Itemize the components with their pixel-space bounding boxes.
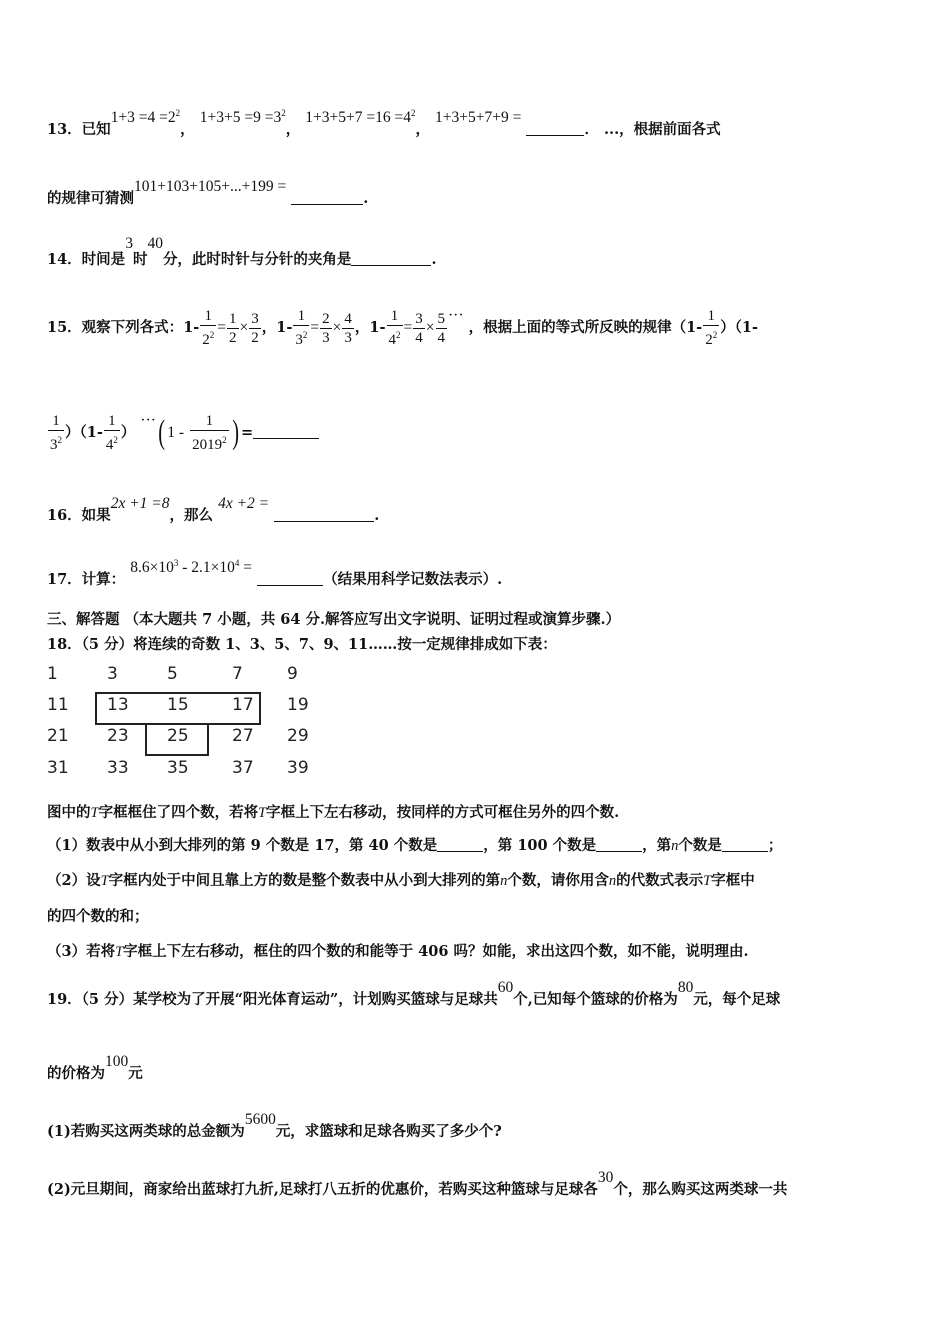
q15-frac-1: $\frac{1}{2^2}$ [202, 308, 215, 348]
table-cell: 39 [287, 758, 309, 778]
q14-line: 14．时间是3时40分，此时时针与分针的夹角是 . [47, 235, 437, 268]
q13-answer-blank-2[interactable] [291, 190, 363, 205]
table-cell: 1 [47, 664, 58, 684]
q15-frac-2: $\frac{1}{3^2}$ [295, 308, 308, 348]
q19-total-amount: 5600 [244, 1111, 276, 1128]
q13-eq1: $1+3 =4 =2^2$ [110, 108, 181, 127]
q16-equation: 2x +1 =8 [110, 495, 170, 512]
q18-label: 18．（5 分）将连续的奇数 1、3、5、7、9、11……按一定规律排成如下表： [47, 636, 557, 653]
q13-line1: 13．已知$1+3 =4 =2^2$， $1+3+5 =9 =3^2$， $1+3+5+7 =16 =4^2$， 1+3+5+7+9 = ． ...，根据前面各式 [47, 108, 721, 139]
q15-frac-3: $\frac{1}{4^2}$ [388, 308, 401, 348]
q18-blank-100th[interactable] [596, 837, 642, 852]
q15-frac-rule: $\frac{1}{2^2}$ [705, 308, 718, 348]
table-cell: 25 [167, 726, 189, 746]
q15-frac-l3: $\frac{1}{4^2}$ [105, 413, 118, 453]
table-cell: 17 [232, 695, 254, 715]
q17-expression: $8.6\times 10^3 - 2.1\times 10^4$ = [130, 558, 253, 577]
table-cell: 13 [107, 695, 129, 715]
q19-line2: 的价格为100元 [47, 1053, 143, 1082]
q17-label: 17．计算： [47, 571, 126, 589]
table-cell: 5 [167, 664, 178, 684]
table-cell: 37 [232, 758, 254, 778]
q14-label: 14．时间是 [47, 251, 126, 268]
q18-blank-nth[interactable] [722, 837, 768, 852]
q15-label: 15．观察下列各式： [47, 319, 184, 336]
table-cell: 33 [107, 758, 129, 778]
table-cell: 31 [47, 758, 69, 778]
q16-answer-blank[interactable] [274, 507, 374, 522]
q15-answer-blank[interactable] [253, 424, 319, 439]
q15-text: ，根据上面的等式所反映的规律（1- [468, 319, 703, 336]
table-cell: 27 [232, 726, 254, 746]
q14-answer-blank[interactable] [351, 251, 431, 266]
q13-answer-blank-1[interactable] [526, 121, 584, 136]
q19-each-count: 30 [597, 1169, 614, 1186]
table-cell: 15 [167, 695, 189, 715]
q19-line1: 19．（5 分）某学校为了开展“阳光体育运动”，计划购买篮球与足球共60个,已知每个篮球的价格为80元，每个足球 [47, 979, 781, 1008]
table-cell: 9 [287, 664, 298, 684]
q19-total-count: 60 [497, 979, 514, 996]
q19-part2: (2)元旦期间，商家给出蓝球打九折,足球打八五折的优惠价，若购买这种篮球与足球各30个，那么购买这两类球一共 [47, 1169, 788, 1198]
q18-description: 图中的T字框框住了四个数，若将T字框上下左右移动，按同样的方式可框住另外的四个数. [47, 804, 620, 821]
table-cell: 3 [107, 664, 118, 684]
q13-eq2: $1+3+5 =9 =3^2$ [199, 108, 286, 127]
q18-part2: （2）设T字框内处于中间且靠上方的数是整个数表中从小到大排列的第n个数，请你用含n的代数式表示T字框中 [47, 872, 755, 889]
q17-line [47, 558, 910, 590]
q15-line2: $\frac{1}{3^2}$ ）（1- $\frac{1}{4^2}$ ） ···( 1 - $\frac{1}{2019^2}$ ) = [47, 408, 910, 458]
q18-part2-cont: 的四个数的和； [47, 908, 149, 925]
q15-frac-l2: $\frac{1}{3^2}$ [50, 413, 62, 453]
q16-label: 16．如果 [47, 507, 111, 524]
table-cell: 21 [47, 726, 69, 746]
table-cell: 29 [287, 726, 309, 746]
q13-eq5: 101+103+105+...+199 = [134, 178, 287, 195]
q19-basketball-price: 80 [677, 979, 694, 996]
q13-label: 13．已知 [47, 121, 111, 139]
table-cell: 7 [232, 664, 243, 684]
table-cell: 19 [287, 695, 309, 715]
table-cell: 35 [167, 758, 189, 778]
q16-line: 16．如果2x +1 =8，那么 4x +2 = . [47, 495, 380, 524]
q14-hour: 3 [125, 235, 133, 252]
table-cell: 11 [47, 695, 69, 715]
q19-football-price: 100 [105, 1053, 129, 1070]
q17-note: （结果用科学记数法表示）. [323, 571, 503, 589]
table-cell: 23 [107, 726, 129, 746]
q13-line2-text: 的规律可猜测 [47, 190, 134, 207]
q18-blank-40th[interactable] [437, 837, 483, 852]
q13-eq4: 1+3+5+7+9 = [435, 109, 522, 127]
q17-answer-blank[interactable] [257, 571, 323, 586]
q15-frac-2019: $\frac{1}{2019^2}$ [192, 413, 227, 453]
q13-eq3: $1+3+5+7 =16 =4^2$ [305, 108, 416, 127]
q14-minute: 40 [147, 235, 163, 252]
q15-line1: 15．观察下列各式：1- $\frac{1}{2^2}$ = $\frac{1}{2}$ × $\frac{3}{2}$ ，1- $\frac{1}{3^2}$ = $\frac{2}{3}$ × $\frac{4}{3}$ ，1- $\frac{1}{4^2}$ = $\frac{3}{4}$ × $\frac{5}{4}$ ··· ，根据上面的等式所反映的规律（1- $\frac{1}{2^2}$ ）（1- [47, 307, 759, 348]
q13-tail: ． ...，根据前面各式 [584, 121, 721, 139]
section-3-heading: 三、解答题 （本大题共 7 小题，共 64 分.解答应写出文字说明、证明过程或演算步骤.） [47, 611, 621, 628]
q13-line2: 的规律可猜测101+103+105+...+199 = . [47, 178, 369, 207]
q18-part1: （1）数表中从小到大排列的第 9 个数是 17，第 40 个数是 ，第 100 个数是 ，第n个数是 ； [47, 837, 783, 854]
q16-expression: 4x +2 = [218, 495, 270, 512]
q19-part1: (1)若购买这两类球的总金额为5600元，求篮球和足球各购买了多少个? [47, 1111, 502, 1140]
q18-part3: （3）若将T字框上下左右移动，框住的四个数的和能等于 406 吗？如能，求出这四个数，如不能，说明理由. [47, 943, 749, 960]
